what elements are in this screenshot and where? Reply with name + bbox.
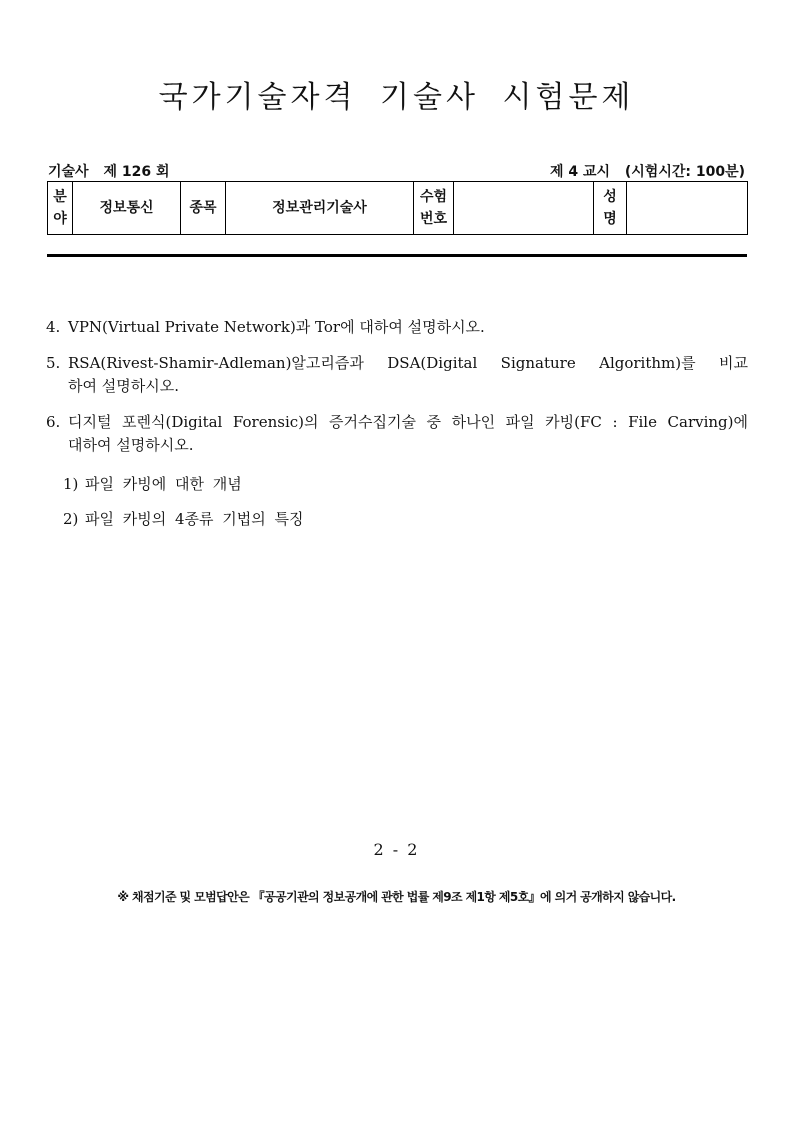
field-label-cell bbox=[48, 182, 73, 235]
question-text bbox=[68, 352, 748, 398]
sub-item-text: 파일 카빙의 4종류 기법의 특징 bbox=[85, 510, 304, 528]
question-6 bbox=[46, 411, 748, 457]
exam-info-table bbox=[47, 181, 748, 235]
duration-label: (시험시간: 100분) bbox=[624, 164, 745, 180]
name-field[interactable] bbox=[627, 182, 748, 235]
question-5 bbox=[46, 352, 748, 398]
name-label-line2: 명 bbox=[603, 211, 617, 227]
sub-item-1 bbox=[63, 473, 748, 496]
sub-item-number: 2) bbox=[63, 510, 79, 528]
disclosure-notice: ※ 채점기준 및 모범답안은 『공공기관의 정보공개에 관한 법률 제9조 제1항 제5호』에 의거 공개하지 않습니다. bbox=[117, 890, 676, 904]
field-value: 정보통신 bbox=[73, 182, 181, 235]
field-label: 분야 bbox=[53, 189, 67, 227]
item-label: 종목 bbox=[181, 182, 226, 235]
session-label: 제 4 교시 bbox=[549, 164, 610, 180]
question-text-line1: RSA(Rivest-Shamir-Adleman)알고리즘과 DSA(Digital Signature Algorithm)를 비교 bbox=[68, 354, 748, 372]
exam-category: 기술사 bbox=[48, 164, 89, 180]
name-label-line1: 성 bbox=[603, 189, 617, 205]
exam-title: 국가기술자격 기술사 시험문제 bbox=[158, 80, 635, 115]
question-text-line2: 대하여 설명하시오. bbox=[68, 436, 194, 454]
question-number: 5. bbox=[46, 354, 61, 372]
exam-number-label-line1: 수험 bbox=[419, 189, 448, 205]
name-label bbox=[594, 182, 627, 235]
exam-session bbox=[540, 161, 745, 181]
question-number: 4. bbox=[46, 318, 61, 336]
exam-round bbox=[48, 161, 179, 181]
question-text-line1: 디지털 포렌식(Digital Forensic)의 증거수집기술 중 하나인 파일 카빙(FC : File Carving)에 bbox=[68, 413, 748, 431]
question-text: VPN(Virtual Private Network)과 Tor에 대하여 설명하시오. bbox=[68, 318, 485, 336]
exam-number-label-line2: 번호 bbox=[419, 211, 448, 227]
exam-number-field[interactable] bbox=[454, 182, 594, 235]
page-number: 2 - 2 bbox=[373, 840, 420, 859]
question-text-line2: 하여 설명하시오. bbox=[68, 377, 179, 395]
question-text bbox=[68, 411, 748, 457]
sub-item-number: 1) bbox=[63, 475, 79, 493]
exam-number-label bbox=[414, 182, 454, 235]
question-4 bbox=[46, 316, 748, 339]
item-value: 정보관리기술사 bbox=[226, 182, 414, 235]
question-number: 6. bbox=[46, 413, 61, 431]
header-divider bbox=[47, 254, 747, 257]
round-label: 제 126 회 bbox=[103, 164, 170, 180]
sub-item-text: 파일 카빙에 대한 개념 bbox=[85, 475, 242, 493]
sub-item-2 bbox=[63, 508, 748, 531]
question-list bbox=[46, 316, 748, 543]
